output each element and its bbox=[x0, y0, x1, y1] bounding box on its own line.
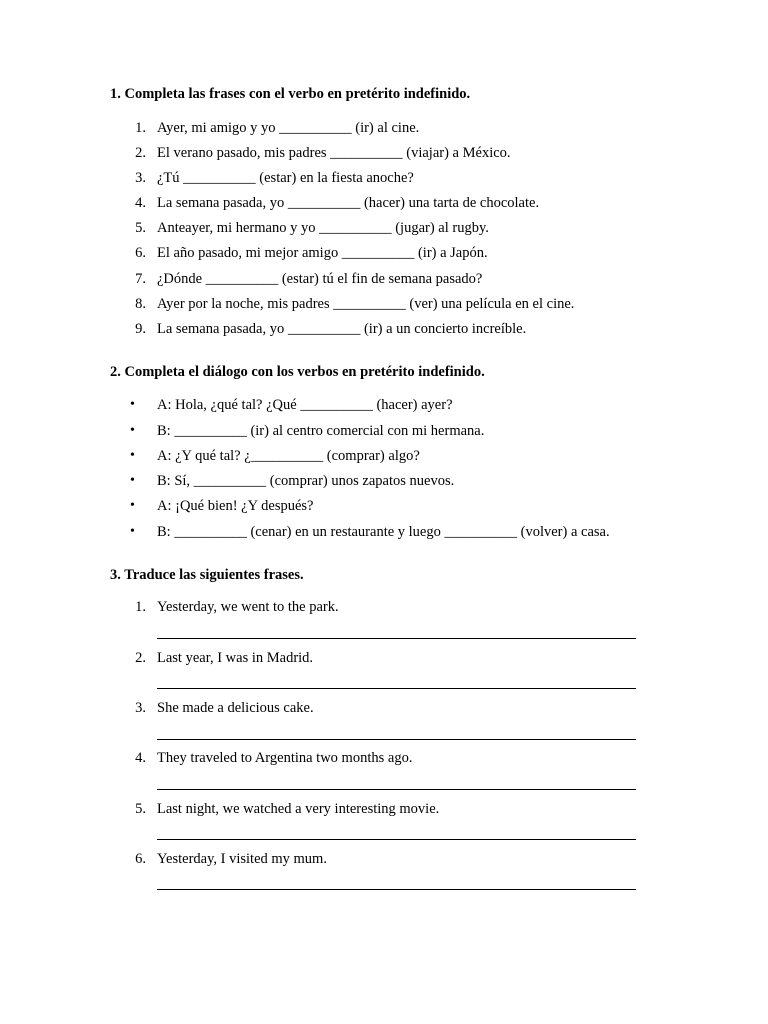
item-text: A: Hola, ¿qué tal? ¿Qué __________ (hacer) ayer? bbox=[157, 397, 453, 413]
item-number: 1. bbox=[135, 120, 146, 136]
item-text: Ayer por la noche, mis padres __________ (ver) una película en el cine. bbox=[157, 296, 575, 312]
item-number: 6. bbox=[135, 245, 146, 261]
list-item bbox=[0, 650, 768, 670]
item-text: ¿Tú __________ (estar) en la fiesta anoche? bbox=[157, 170, 414, 186]
answer-line[interactable] bbox=[157, 839, 636, 840]
list-item bbox=[0, 220, 768, 240]
item-number: 2. bbox=[135, 145, 146, 161]
item-text: El año pasado, mi mejor amigo __________ (ir) a Japón. bbox=[157, 245, 488, 261]
list-item bbox=[0, 423, 768, 443]
section-2-heading: 2. Completa el diálogo con los verbos en pretérito indefinido. bbox=[110, 364, 485, 380]
bullet-icon: • bbox=[130, 448, 135, 463]
item-text: Last year, I was in Madrid. bbox=[157, 650, 314, 666]
item-number: 2. bbox=[135, 650, 146, 666]
bullet-icon: • bbox=[130, 423, 135, 438]
list-item bbox=[0, 498, 768, 518]
answer-line[interactable] bbox=[157, 638, 636, 639]
item-number: 9. bbox=[135, 321, 146, 337]
answer-line[interactable] bbox=[157, 889, 636, 890]
item-number: 8. bbox=[135, 296, 146, 312]
item-text: B: Sí, __________ (comprar) unos zapatos nuevos. bbox=[157, 473, 455, 489]
item-number: 3. bbox=[135, 170, 146, 186]
list-item bbox=[0, 851, 768, 871]
list-item bbox=[0, 245, 768, 265]
item-text: La semana pasada, yo __________ (hacer) una tarta de chocolate. bbox=[157, 195, 540, 211]
list-item bbox=[0, 448, 768, 468]
item-text: El verano pasado, mis padres __________ (viajar) a México. bbox=[157, 145, 511, 161]
list-item bbox=[0, 700, 768, 720]
section-3-heading: 3. Traduce las siguientes frases. bbox=[110, 567, 304, 583]
list-item bbox=[0, 321, 768, 341]
list-item bbox=[0, 195, 768, 215]
list-item bbox=[0, 524, 768, 544]
list-item bbox=[0, 801, 768, 821]
item-number: 1. bbox=[135, 599, 146, 615]
bullet-icon: • bbox=[130, 473, 135, 488]
list-item bbox=[0, 296, 768, 316]
item-text: Yesterday, we went to the park. bbox=[157, 599, 339, 615]
answer-line[interactable] bbox=[157, 688, 636, 689]
list-item bbox=[0, 750, 768, 770]
list-item bbox=[0, 473, 768, 493]
item-number: 3. bbox=[135, 700, 146, 716]
item-number: 5. bbox=[135, 220, 146, 236]
item-text: La semana pasada, yo __________ (ir) a un concierto increíble. bbox=[157, 321, 527, 337]
item-text: Ayer, mi amigo y yo __________ (ir) al cine. bbox=[157, 120, 420, 136]
item-number: 4. bbox=[135, 195, 146, 211]
answer-line[interactable] bbox=[157, 789, 636, 790]
item-number: 7. bbox=[135, 271, 146, 287]
bullet-icon: • bbox=[130, 524, 135, 539]
item-text: They traveled to Argentina two months ago. bbox=[157, 750, 413, 766]
item-text: B: __________ (ir) al centro comercial con mi hermana. bbox=[157, 423, 485, 439]
item-text: B: __________ (cenar) en un restaurante y luego __________ (volver) a casa. bbox=[157, 524, 610, 540]
list-item bbox=[0, 599, 768, 619]
item-text: She made a delicious cake. bbox=[157, 700, 314, 716]
list-item bbox=[0, 170, 768, 190]
item-text: Anteayer, mi hermano y yo __________ (jugar) al rugby. bbox=[157, 220, 489, 236]
item-text: A: ¿Y qué tal? ¿__________ (comprar) algo? bbox=[157, 448, 420, 464]
list-item bbox=[0, 145, 768, 165]
item-number: 6. bbox=[135, 851, 146, 867]
item-number: 5. bbox=[135, 801, 146, 817]
list-item bbox=[0, 120, 768, 140]
bullet-icon: • bbox=[130, 498, 135, 513]
section-1-heading: 1. Completa las frases con el verbo en pretérito indefinido. bbox=[110, 86, 471, 102]
item-text: Last night, we watched a very interesting movie. bbox=[157, 801, 440, 817]
answer-line[interactable] bbox=[157, 739, 636, 740]
list-item bbox=[0, 271, 768, 291]
item-text: A: ¡Qué bien! ¿Y después? bbox=[157, 498, 314, 514]
bullet-icon: • bbox=[130, 397, 135, 412]
list-item bbox=[0, 397, 768, 417]
item-text: Yesterday, I visited my mum. bbox=[157, 851, 327, 867]
item-text: ¿Dónde __________ (estar) tú el fin de semana pasado? bbox=[157, 271, 483, 287]
item-number: 4. bbox=[135, 750, 146, 766]
